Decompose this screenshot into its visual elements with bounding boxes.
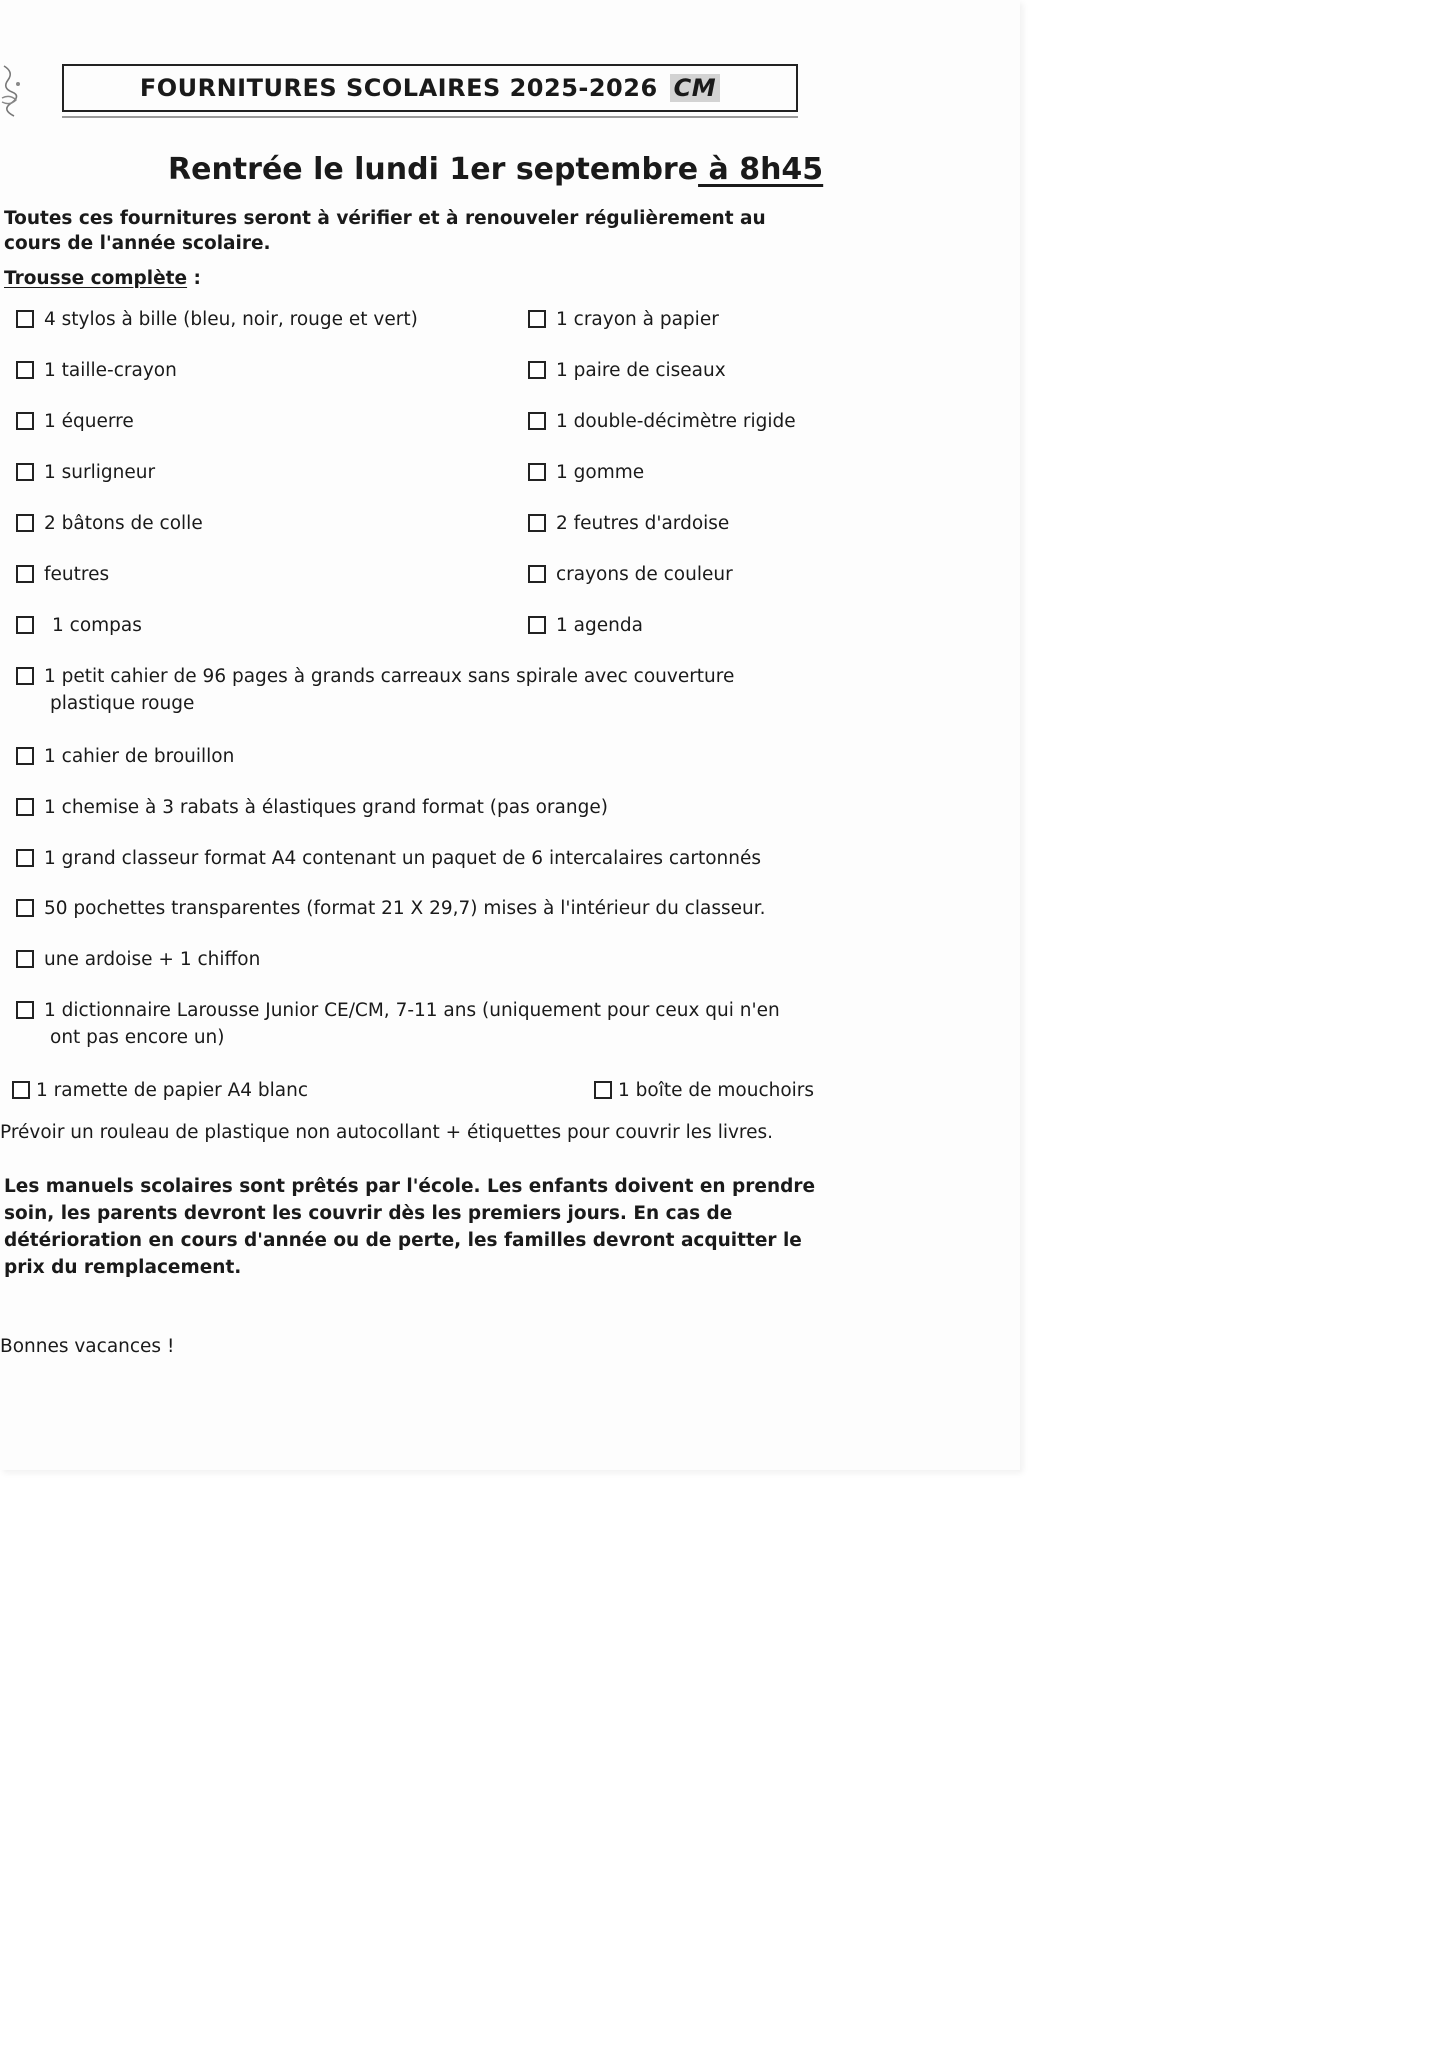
checkbox[interactable] — [16, 514, 34, 532]
item-label-line2: ont pas encore un) — [50, 1027, 225, 1048]
item-label — [44, 663, 734, 717]
item-label: feutres — [44, 564, 110, 585]
start-date-heading — [168, 152, 823, 187]
item-label — [44, 997, 780, 1051]
start-time: à 8h45 — [698, 152, 824, 187]
checklist-item[interactable] — [528, 510, 729, 537]
checkbox[interactable] — [16, 849, 34, 867]
item-label-line1: 1 petit cahier de 96 pages à grands carreaux sans spirale avec couverture — [44, 666, 735, 687]
item-label: 2 feutres d'ardoise — [556, 513, 730, 534]
item-label: 1 cahier de brouillon — [44, 746, 235, 767]
checkbox[interactable] — [16, 899, 34, 917]
checklist-item[interactable] — [16, 357, 177, 384]
checkbox[interactable] — [594, 1081, 612, 1099]
checklist-item-small-notebook[interactable] — [16, 663, 734, 717]
item-label: 1 surligneur — [44, 462, 156, 483]
checklist-item[interactable] — [16, 612, 142, 639]
checklist-item-binder[interactable] — [16, 845, 761, 872]
item-label: 1 gomme — [556, 462, 645, 483]
item-label: 1 grand classeur format A4 contenant un paquet de 6 intercalaires cartonnés — [44, 848, 762, 869]
item-label: crayons de couleur — [556, 564, 733, 585]
checklist-item[interactable] — [16, 408, 134, 435]
checklist-item-tissues[interactable] — [594, 1077, 814, 1104]
checkbox[interactable] — [16, 667, 34, 685]
item-label: 1 crayon à papier — [556, 309, 719, 330]
checklist-item-paper-ream[interactable] — [12, 1077, 308, 1104]
checkbox[interactable] — [528, 514, 546, 532]
checklist-item[interactable] — [528, 408, 796, 435]
checkbox[interactable] — [16, 463, 34, 481]
checkbox[interactable] — [16, 950, 34, 968]
checklist-item[interactable] — [16, 306, 418, 333]
checkbox[interactable] — [528, 310, 546, 328]
item-label: 1 paire de ciseaux — [556, 360, 726, 381]
checklist-item[interactable] — [16, 510, 203, 537]
item-label: 1 compas — [52, 615, 142, 636]
checklist-item[interactable] — [528, 306, 719, 333]
intro-text: Toutes ces fournitures seront à vérifier et à renouveler régulièrement au cours de l'année scolaire. — [4, 208, 766, 254]
checklist-item-slate[interactable] — [16, 946, 260, 973]
checklist-item-rough-notebook[interactable] — [16, 743, 234, 770]
item-label: 1 agenda — [556, 615, 643, 636]
checkbox[interactable] — [16, 1001, 34, 1019]
item-label: une ardoise + 1 chiffon — [44, 949, 261, 970]
checklist-item-sleeves[interactable] — [16, 895, 766, 922]
checkbox[interactable] — [16, 310, 34, 328]
document-title — [62, 64, 798, 112]
checkbox[interactable] — [16, 412, 34, 430]
pencil-case-label: Trousse complète — [4, 268, 188, 289]
item-label: 1 boîte de mouchoirs — [618, 1080, 815, 1101]
item-label: 1 double-décimètre rigide — [556, 411, 796, 432]
item-label: 1 chemise à 3 rabats à élastiques grand format (pas orange) — [44, 797, 608, 818]
checkbox[interactable] — [16, 616, 34, 634]
item-label: 4 stylos à bille (bleu, noir, rouge et vert) — [44, 309, 418, 330]
pencil-case-colon: : — [187, 268, 201, 289]
checkbox[interactable] — [528, 412, 546, 430]
checklist-item[interactable] — [16, 459, 155, 486]
title-text: FOURNITURES SCOLAIRES 2025-2026 — [139, 74, 658, 102]
checkbox[interactable] — [16, 565, 34, 583]
checkbox[interactable] — [528, 616, 546, 634]
textbooks-note: Les manuels scolaires sont prêtés par l'école. Les enfants doivent en prendre soin, les parents devront les couvrir dès les premiers jours. En cas de détérioration en cours d'année ou de perte, les familles devront acquitter le prix du remplacement. — [4, 1176, 816, 1278]
plastic-note: Prévoir un rouleau de plastique non autocollant + étiquettes pour couvrir les livres. — [0, 1122, 774, 1143]
checklist-item[interactable] — [528, 357, 726, 384]
item-label: 1 taille-crayon — [44, 360, 177, 381]
checklist-item-dictionary[interactable] — [16, 997, 780, 1051]
class-level-tag: CM — [670, 74, 721, 102]
checkbox[interactable] — [528, 463, 546, 481]
title-divider — [62, 116, 798, 118]
checkbox[interactable] — [16, 361, 34, 379]
item-label: 50 pochettes transparentes (format 21 X 29,7) mises à l'intérieur du classeur. — [44, 898, 766, 919]
item-label-line2: plastique rouge — [50, 693, 195, 714]
checklist-item[interactable] — [528, 561, 733, 588]
item-label: 2 bâtons de colle — [44, 513, 203, 534]
closing-text: Bonnes vacances ! — [0, 1336, 175, 1357]
item-label: 1 ramette de papier A4 blanc — [36, 1080, 309, 1101]
checkbox[interactable] — [16, 747, 34, 765]
start-date-text: Rentrée le lundi 1er septembre — [168, 152, 699, 187]
school-logo-icon — [0, 58, 30, 124]
checkbox[interactable] — [16, 798, 34, 816]
checklist-item[interactable] — [528, 612, 643, 639]
checklist-item[interactable] — [528, 459, 644, 486]
checkbox[interactable] — [528, 565, 546, 583]
pencil-case-heading — [4, 268, 201, 289]
checklist-item-folder[interactable] — [16, 794, 608, 821]
checklist-item[interactable] — [16, 561, 109, 588]
item-label: 1 équerre — [44, 411, 134, 432]
checkbox[interactable] — [528, 361, 546, 379]
checkbox[interactable] — [12, 1081, 30, 1099]
item-label-line1: 1 dictionnaire Larousse Junior CE/CM, 7-11 ans (uniquement pour ceux qui n'en — [44, 1000, 780, 1021]
